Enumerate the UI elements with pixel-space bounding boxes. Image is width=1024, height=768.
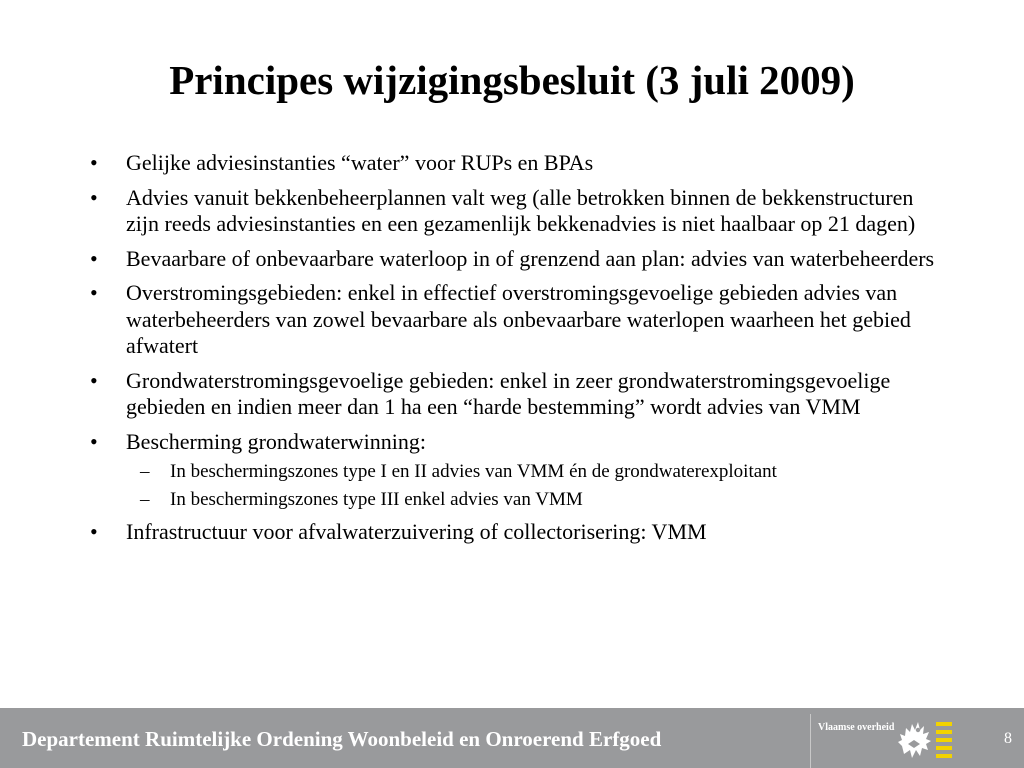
bullet-text: Bescherming grondwaterwinning: — [126, 428, 426, 454]
logo-text: Vlaamse overheid — [818, 722, 895, 733]
bullet-item — [90, 368, 940, 421]
sub-bullet-item — [126, 489, 940, 511]
department-name: Departement Ruimtelijke Ordening Woonbeleid en Onroerend Erfgoed — [22, 727, 662, 751]
sub-bullet-marker: – — [140, 489, 150, 510]
bullet-item — [90, 280, 940, 360]
bullet-list — [90, 150, 940, 546]
bullet-marker: • — [90, 519, 98, 544]
sub-bullet-text: In beschermingszones type I en II advies van VMM én de grondwaterexploitant — [170, 461, 777, 482]
sub-bullet-text: In beschermingszones type III enkel advies van VMM — [170, 489, 583, 510]
bullet-marker: • — [90, 428, 98, 454]
bullet-item — [90, 185, 940, 238]
vlaamse-overheid-logo — [818, 716, 968, 762]
bullet-text: Bevaarbare of onbevaarbare waterloop in of grenzend aan plan: advies van waterbeheerders — [126, 245, 935, 271]
slide-content — [90, 150, 940, 554]
logo-stripes-icon — [936, 722, 952, 758]
slide-title: Principes wijzigingsbesluit (3 juli 2009) — [169, 57, 855, 103]
bullet-item — [90, 429, 940, 512]
bullet-text: Overstromingsgebieden: enkel in effectief overstromingsgevoelige gebieden advies van waterbeheerders van zowel bevaarbare als onbevaarbare waterlopen waarheen het gebied afwatert — [126, 280, 911, 358]
bullet-marker: • — [90, 245, 98, 271]
flemish-lion-icon — [896, 716, 934, 760]
bullet-text: Grondwaterstromingsgevoelige gebieden: enkel in zeer grondwaterstromingsgevoelige gebieden en indien meer dan 1 ha een “harde bestemming” wordt advies van VMM — [126, 367, 891, 419]
bullet-text: Infrastructuur voor afvalwaterzuivering of collectorisering: VMM — [126, 519, 707, 544]
bullet-marker: • — [90, 150, 98, 175]
sub-bullet-item — [126, 461, 940, 483]
bullet-marker: • — [90, 184, 98, 210]
bullet-text: Advies vanuit bekkenbeheerplannen valt weg (alle betrokken binnen de bekkenstructuren zijn reeds adviesinstanties en een gezamenlijk bekkenadvies is niet haalbaar op 21 dagen) — [126, 184, 916, 236]
bullet-marker: • — [90, 367, 98, 393]
footer-bar — [0, 708, 1024, 768]
bullet-item — [90, 246, 940, 273]
page-number: 8 — [1004, 730, 1012, 747]
bullet-item — [90, 519, 940, 546]
sub-bullet-list — [126, 461, 940, 511]
bullet-marker: • — [90, 280, 98, 305]
bullet-item — [90, 150, 940, 177]
sub-bullet-marker: – — [140, 461, 150, 482]
bullet-text: Gelijke adviesinstanties “water” voor RUPs en BPAs — [126, 150, 594, 175]
footer-divider — [810, 714, 811, 768]
